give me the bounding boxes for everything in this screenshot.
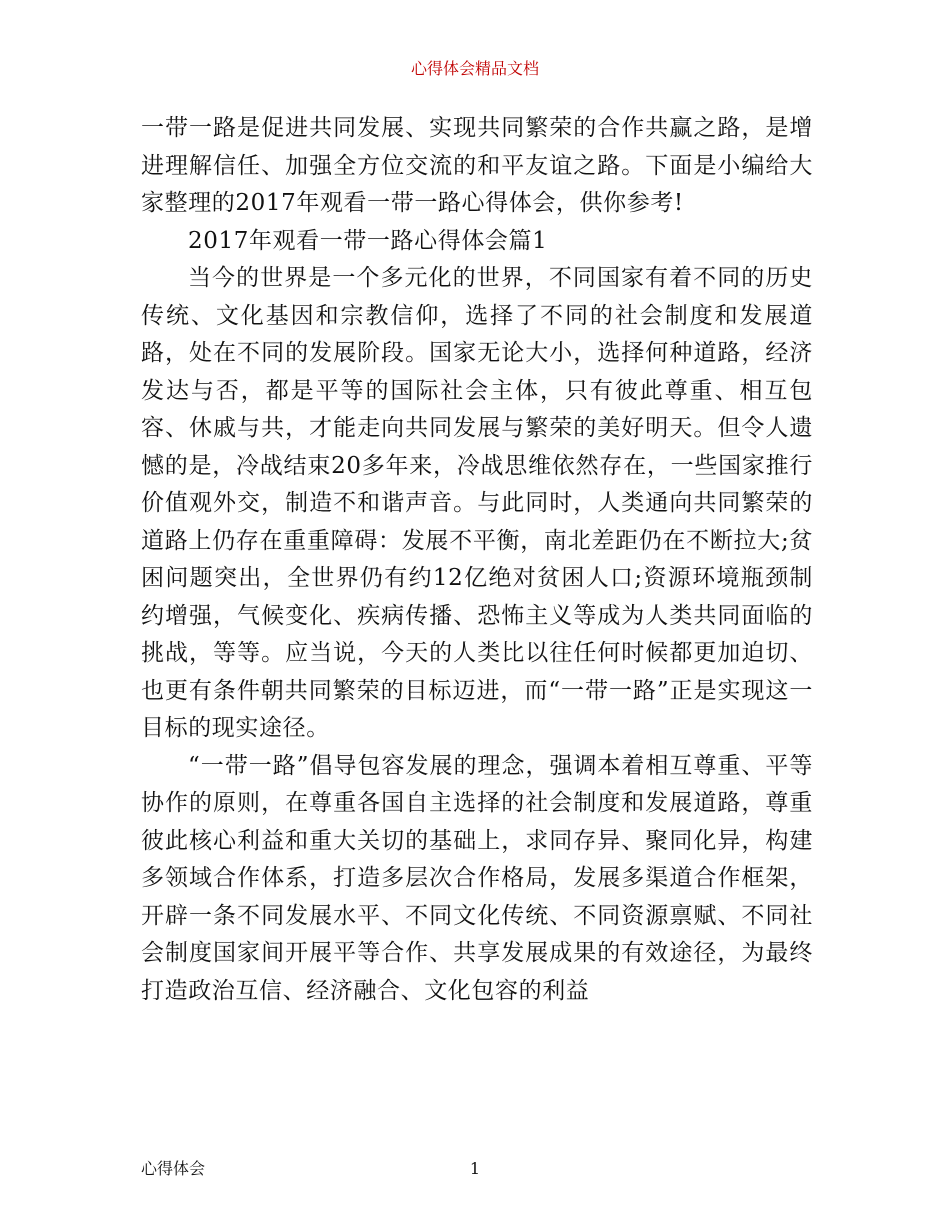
intro-paragraph: 一带一路是促进共同发展、实现共同繁荣的合作共赢之路，是增进理解信任、加强全方位交流的和平友谊之路。下面是小编给大家整理的2017年观看一带一路心得体会，供你参考!: [141, 115, 813, 216]
body-paragraph-1: 当今的世界是一个多元化的世界，不同国家有着不同的历史传统、文化基因和宗教信仰，选择了不同的社会制度和发展道路，处在不同的发展阶段。国家无论大小，选择何种道路，经济发达与否，都是平等的国际社会主体，只有彼此尊重、相互包容、休戚与共，才能走向共同发展与繁荣的美好明天。但令人遗憾的是，冷战结束20多年来，冷战思维依然存在，一些国家推行价值观外交，制造不和谐声音。与此同时，人类通向共同繁荣的道路上仍存在重重障碍：发展不平衡，南北差距仍在不断拉大;贫困问题突出，全世界仍有约12亿绝对贫困人口;资源环境瓶颈制约增强，气候变化、疾病传播、恐怖主义等成为人类共同面临的挑战，等等。应当说，今天的人类比以往任何时候都更加迫切、也更有条件朝共同繁荣的目标迈进，而“一带一路”正是实现这一目标的现实途径。: [141, 265, 813, 741]
section-heading: 2017年观看一带一路心得体会篇1: [188, 227, 548, 254]
document-header-title: 心得体会精品文档: [410, 59, 539, 78]
footer-label: 心得体会: [141, 1159, 206, 1178]
body-paragraph-2: “一带一路”倡导包容发展的理念，强调本着相互尊重、平等协作的原则，在尊重各国自主选择的社会制度和发展道路，尊重彼此核心利益和重大关切的基础上，求同存异、聚同化异，构建多领域合作体系，打造多层次合作格局，发展多渠道合作框架，开辟一条不同发展水平、不同文化传统、不同资源禀赋、不同社会制度国家间开展平等合作、共享发展成果的有效途径，为最终打造政治互信、经济融合、文化包容的利益: [141, 752, 813, 1004]
footer-page-number: 1: [469, 1159, 481, 1178]
document-body: [141, 110, 813, 1010]
